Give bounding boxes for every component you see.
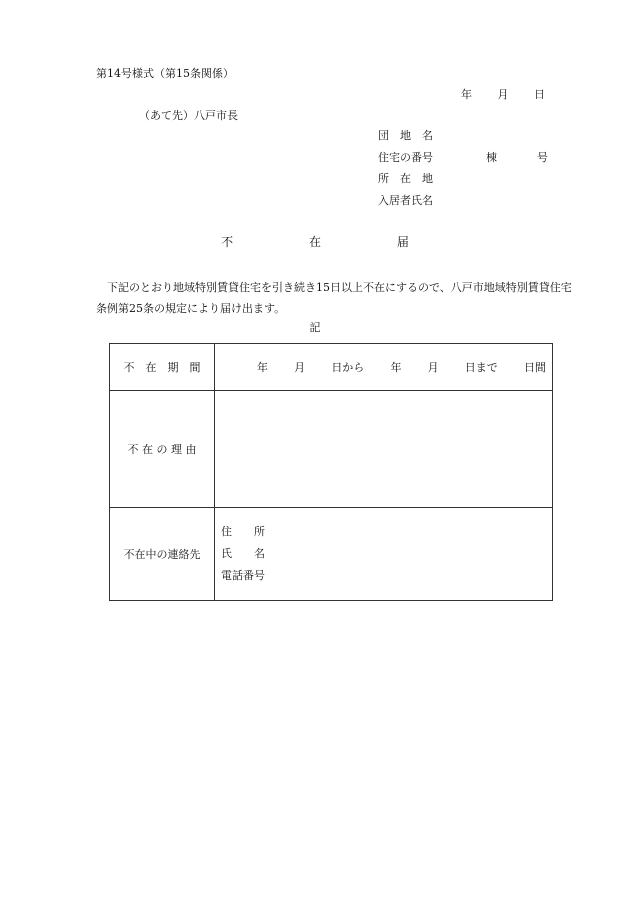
applicant-row-complex: [378, 130, 548, 152]
house-number-label: 住宅の番号: [378, 150, 433, 164]
period-from-day: 日から: [331, 361, 365, 374]
contact-address-label: 住 所: [221, 525, 265, 538]
submission-date: [461, 89, 545, 100]
document-title: [0, 236, 630, 248]
period-from-month: 月: [294, 361, 306, 374]
reason-field[interactable]: [215, 391, 553, 508]
location-label: 所 在 地: [378, 172, 433, 185]
resident-name-label: 入居者氏名: [378, 193, 433, 207]
period-row: [110, 344, 553, 391]
applicant-row-house-number: [378, 152, 548, 174]
declaration-text: 下記のとおり地域特別賃貸住宅を引き続き15日以上不在にするので、八戸市地域特別賃貸住宅条例第25条の規定により届け出ます。: [96, 281, 572, 315]
date-day-label: 日: [534, 88, 545, 101]
contact-name-label: 氏 名: [221, 547, 265, 560]
applicant-row-resident: [378, 195, 548, 217]
title-char: 届: [396, 235, 409, 249]
date-year-label: 年: [461, 88, 472, 101]
unit-label: 号: [537, 150, 548, 164]
ki-heading: 記: [309, 321, 321, 334]
period-days: 日間: [523, 361, 546, 374]
period-to-day: 日まで: [464, 361, 498, 374]
form-number: 第14号様式（第15条関係）: [96, 67, 234, 80]
contact-phone-label: 電話番号: [221, 569, 265, 582]
title-char: 不: [221, 235, 234, 249]
date-month-label: 月: [497, 88, 509, 101]
period-to-year: 年: [390, 361, 402, 374]
reason-label: 不 在 の 理 由: [110, 391, 215, 508]
applicant-info: [378, 130, 548, 216]
contact-label: 不在中の連絡先: [110, 508, 215, 601]
reason-row: [110, 391, 553, 508]
period-from-year: 年: [257, 361, 268, 374]
contact-field[interactable]: [215, 508, 553, 601]
complex-name-label: 団 地 名: [378, 129, 433, 142]
period-to-month: 月: [427, 361, 439, 374]
absence-details-table: [109, 343, 553, 601]
addressee: （あて先）八戸市長: [139, 109, 238, 122]
contact-row: [110, 508, 553, 601]
period-field[interactable]: [215, 344, 553, 391]
title-char: 在: [308, 235, 321, 249]
building-label: 棟: [486, 150, 497, 164]
period-label: 不 在 期 間: [110, 344, 215, 391]
applicant-row-location: [378, 173, 548, 195]
